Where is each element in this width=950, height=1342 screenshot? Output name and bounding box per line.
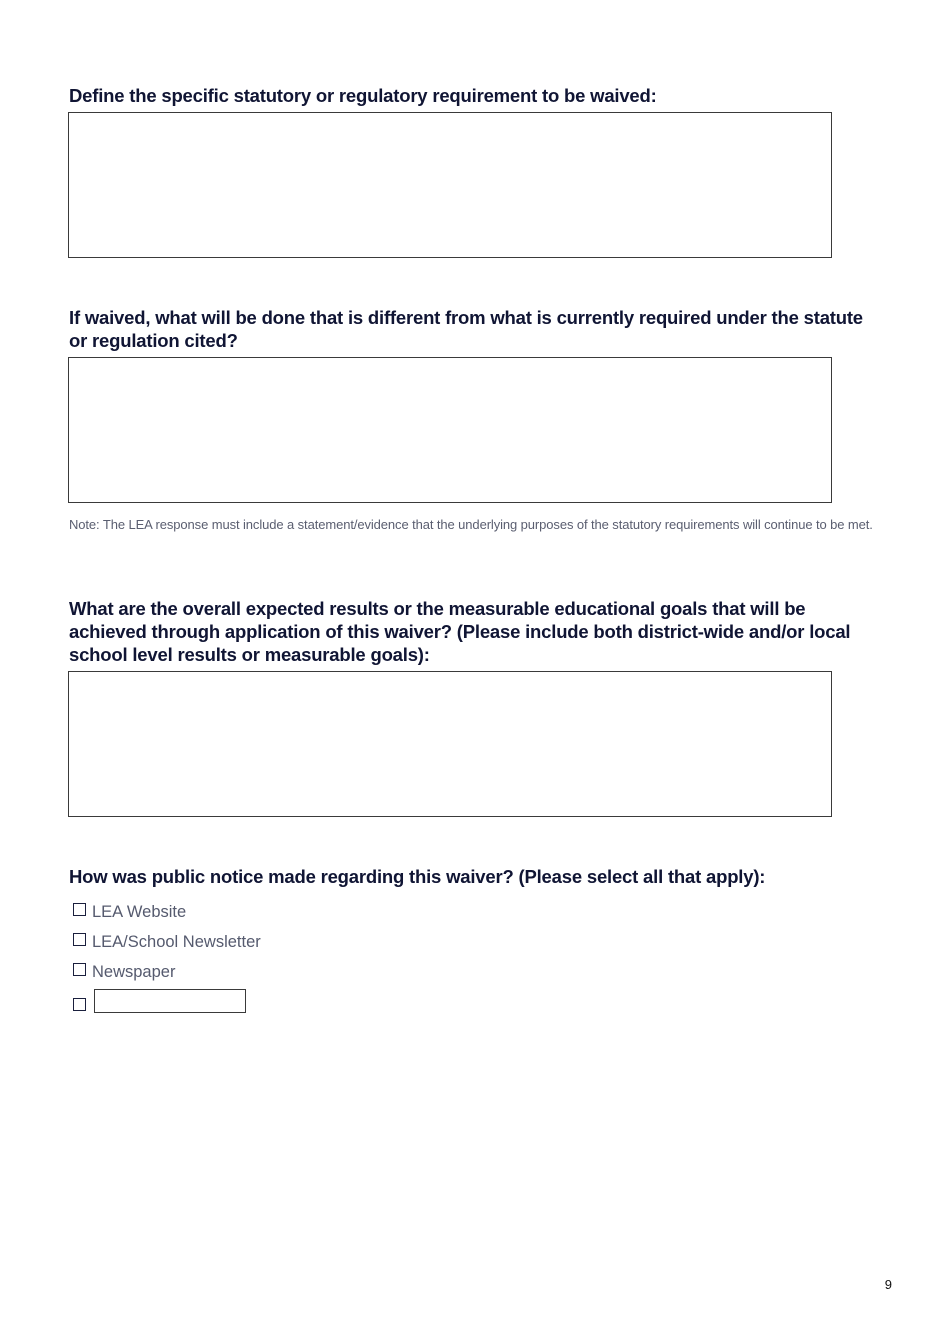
difference-textbox[interactable] [68, 357, 832, 503]
newsletter-checkbox[interactable] [73, 933, 86, 946]
results-textbox[interactable] [68, 671, 832, 817]
other-text-input[interactable] [94, 989, 246, 1013]
option-newsletter[interactable] [73, 931, 261, 953]
requirement-heading: Define the specific statutory or regulatory requirement to be waived: [69, 85, 657, 106]
lea-website-checkbox[interactable] [73, 903, 86, 916]
newspaper-label: Newspaper [92, 963, 176, 981]
difference-heading: If waived, what will be done that is different from what is currently required under the statute or regulation cited? [69, 307, 863, 351]
page-number: 9 [884, 1277, 892, 1292]
results-heading: What are the overall expected results or the measurable educational goals that will be achieved through application of this waiver? (Please include both district-wide and/or local school level results or measurable goals): [69, 598, 851, 665]
lea-website-label: LEA Website [92, 903, 187, 921]
lea-response-note: Note: The LEA response must include a statement/evidence that the underlying purposes of the statutory requirements will continue to be met. [69, 517, 873, 532]
public-notice-heading: How was public notice made regarding this waiver? (Please select all that apply): [69, 866, 766, 887]
option-other[interactable] [73, 988, 246, 1014]
newsletter-label: LEA/School Newsletter [92, 933, 261, 951]
option-lea-website[interactable] [73, 901, 186, 923]
other-checkbox[interactable] [73, 998, 86, 1011]
requirement-textbox[interactable] [68, 112, 832, 258]
newspaper-checkbox[interactable] [73, 963, 86, 976]
option-newspaper[interactable] [73, 961, 175, 983]
